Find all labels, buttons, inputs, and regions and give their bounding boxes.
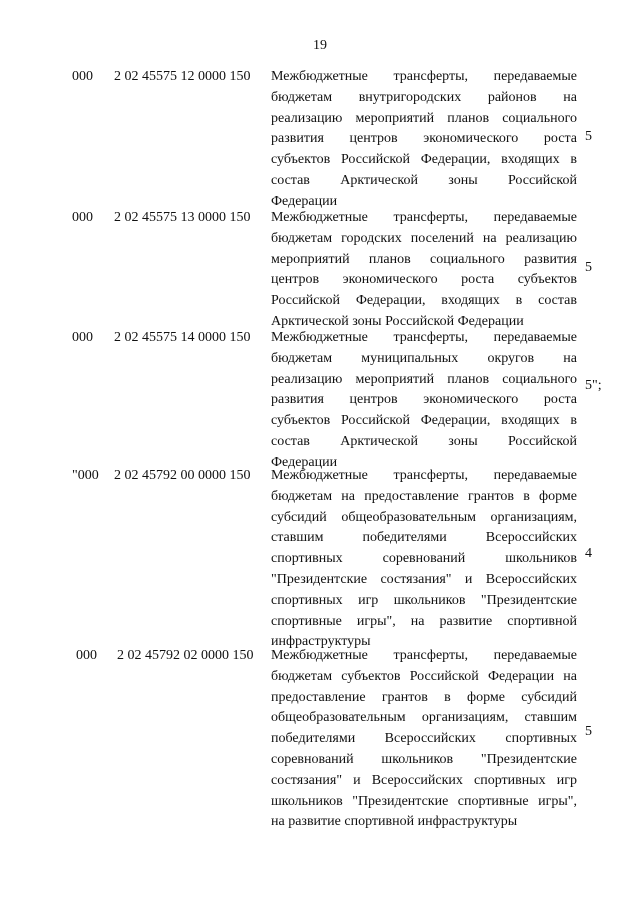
description-line: Межбюджетные трансферты, передаваемые [271, 69, 577, 84]
description-line: на развитие спортивной инфраструктуры [271, 814, 518, 830]
description-line: Межбюджетные трансферты, передаваемые [271, 468, 577, 483]
description-line: инфраструктуры [271, 634, 371, 650]
description-line: общеобразовательным организациям, ставшим [271, 710, 577, 726]
description-line: бюджетам субъектов Российской Федерации на [271, 668, 577, 684]
description-line: бюджетам внутригородских районов на [271, 89, 577, 105]
description-line: школьников "Президентские спортивные игры", [271, 793, 577, 809]
description-line: состязания" и Всероссийских спортивных игр [271, 772, 577, 788]
description-line: спортивные игры", на развитие спортивной [271, 613, 577, 629]
budget-code: 2 02 45575 12 0000 150 [114, 69, 251, 84]
budget-code: 2 02 45575 13 0000 150 [114, 210, 251, 225]
admin-code: 000 [72, 330, 93, 345]
description [271, 328, 577, 474]
description-line: развития центров экономического роста [271, 131, 577, 147]
description-line: Федерации [271, 193, 338, 209]
description-line: состав Арктической зоны Российской [271, 172, 577, 188]
admin-code: 000 [76, 648, 97, 663]
admin-code: "000 [72, 468, 99, 483]
description-line: спортивных игр школьников "Президентские [271, 592, 577, 608]
description-line: реализацию мероприятий планов социального [271, 110, 577, 126]
value: 5 [585, 260, 592, 275]
description [271, 466, 577, 653]
description-line: бюджетам муниципальных округов на [271, 350, 577, 366]
description-line: ставшим победителями Всероссийских [271, 530, 577, 546]
value: 5 [585, 129, 592, 144]
description-line: Арктической зоны Российской Федерации [271, 313, 524, 329]
description-line: реализацию мероприятий планов социального [271, 371, 577, 387]
description-line: Межбюджетные трансферты, передаваемые [271, 648, 577, 663]
budget-code: 2 02 45792 02 0000 150 [117, 648, 254, 663]
description-line: мероприятий планов социального развития [271, 251, 577, 267]
description-line: победителями Всероссийских спортивных [271, 731, 577, 747]
admin-code: 000 [72, 210, 93, 225]
value: 5 [585, 724, 592, 739]
description-line: центров экономического роста субъектов [271, 272, 577, 288]
admin-code: 000 [72, 69, 93, 84]
description-line: бюджетам на предоставление грантов в форме [271, 488, 577, 504]
description-line: бюджетам городских поселений на реализацию [271, 230, 577, 246]
budget-code: 2 02 45575 14 0000 150 [114, 330, 251, 345]
description-line: субсидий общеобразовательным организациям, [271, 509, 577, 525]
description-line: Межбюджетные трансферты, передаваемые [271, 330, 577, 345]
description-line: Федерации [271, 454, 338, 470]
description-line: Российской Федерации, входящих в состав [271, 293, 577, 309]
description-line: Межбюджетные трансферты, передаваемые [271, 210, 577, 225]
description-line: субъектов Российской Федерации, входящих в [271, 413, 577, 429]
description-line: предоставление грантов в форме субсидий [271, 689, 577, 705]
description-line: состав Арктической зоны Российской [271, 433, 577, 449]
description [271, 67, 577, 213]
description-line: соревнований школьников "Президентские [271, 751, 577, 767]
value: 5"; [585, 378, 602, 393]
value: 4 [585, 546, 592, 561]
description-line: развития центров экономического роста [271, 392, 577, 408]
description [271, 208, 577, 333]
description [271, 646, 577, 833]
description-line: спортивных соревнований школьников [271, 551, 577, 567]
page-number: 19 [313, 38, 327, 53]
description-line: "Президентские состязания" и Всероссийских [271, 571, 577, 587]
budget-code: 2 02 45792 00 0000 150 [114, 468, 251, 483]
description-line: субъектов Российской Федерации, входящих в [271, 152, 577, 168]
